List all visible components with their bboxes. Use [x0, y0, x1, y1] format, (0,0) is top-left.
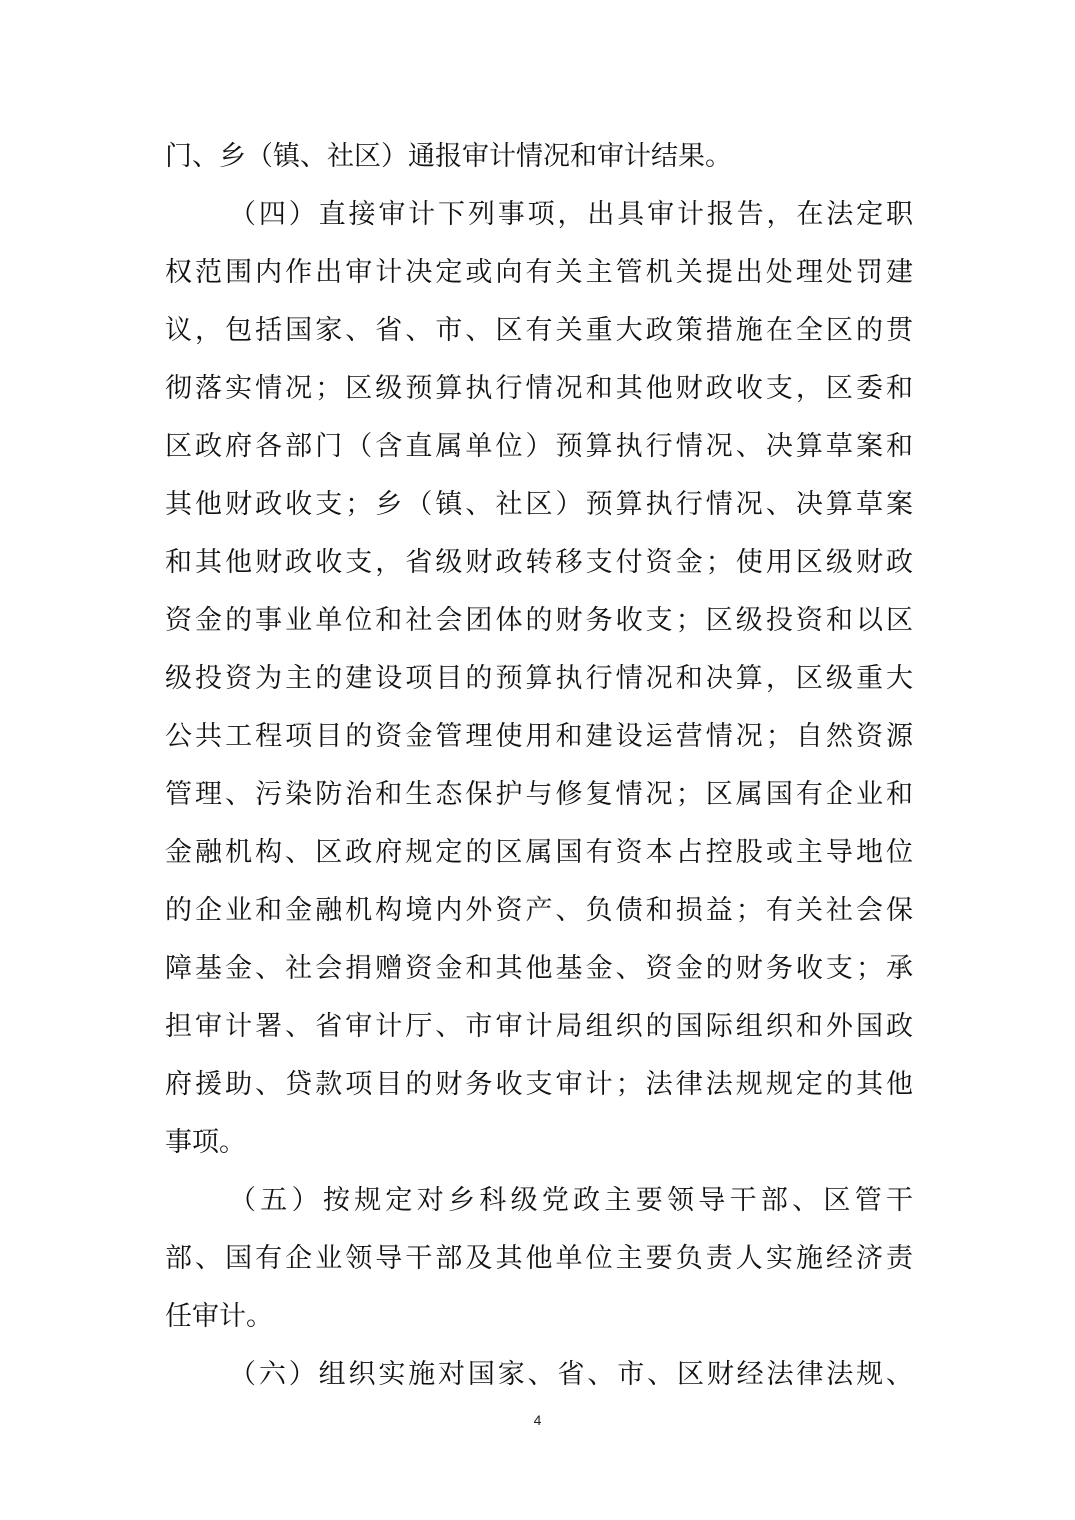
- text-line: 府援助、贷款项目的财务收支审计；法律法规规定的其他: [165, 1069, 913, 1100]
- page-number: 4: [533, 1412, 542, 1428]
- paragraph-6-heading-line: （六）组织实施对国家、省、市、区财经法律法规、: [229, 1359, 913, 1390]
- text-line: 事项。: [165, 1127, 246, 1158]
- text-line: 区政府各部门（含直属单位）预算执行情况、决算草案和: [165, 431, 913, 462]
- text-line: 门、乡（镇、社区）通报审计情况和审计结果。: [165, 141, 732, 172]
- text-line: 障基金、社会捐赠资金和其他基金、资金的财务收支；承: [165, 953, 913, 984]
- text-line: 管理、污染防治和生态保护与修复情况；区属国有企业和: [165, 779, 913, 810]
- paragraph-4-heading-line: （四）直接审计下列事项，出具审计报告，在法定职: [229, 199, 913, 230]
- text-line: 权范围内作出审计决定或向有关主管机关提出处理处罚建: [165, 257, 913, 288]
- text-line: 金融机构、区政府规定的区属国有资本占控股或主导地位: [165, 837, 913, 868]
- text-line: 其他财政收支；乡（镇、社区）预算执行情况、决算草案: [165, 489, 913, 520]
- text-line: 部、国有企业领导干部及其他单位主要负责人实施经济责: [165, 1243, 913, 1274]
- text-line: 资金的事业单位和社会团体的财务收支；区级投资和以区: [165, 605, 913, 636]
- text-line: 议，包括国家、省、市、区有关重大政策措施在全区的贯: [165, 315, 913, 346]
- text-line: 公共工程项目的资金管理使用和建设运营情况；自然资源: [165, 721, 913, 752]
- text-line: 和其他财政收支，省级财政转移支付资金；使用区级财政: [165, 547, 913, 578]
- text-line: 担审计署、省审计厅、市审计局组织的国际组织和外国政: [165, 1011, 913, 1042]
- text-line: 任审计。: [165, 1301, 273, 1332]
- text-line: 级投资为主的建设项目的预算执行情况和决算，区级重大: [165, 663, 913, 694]
- paragraph-5-heading-line: （五）按规定对乡科级党政主要领导干部、区管干: [229, 1185, 913, 1216]
- text-line: 的企业和金融机构境内外资产、负债和损益；有关社会保: [165, 895, 913, 926]
- text-line: 彻落实情况；区级预算执行情况和其他财政收支，区委和: [165, 373, 913, 404]
